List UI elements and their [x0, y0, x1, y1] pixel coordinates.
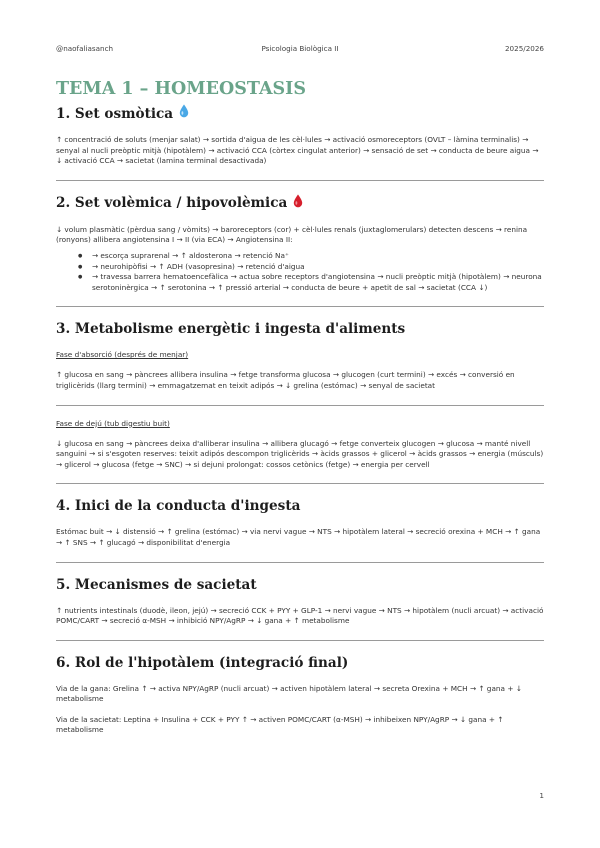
section-2-heading	[56, 194, 544, 213]
divider	[56, 405, 544, 406]
section-6-heading: 6. Rol de l'hipotàlem (integració final)	[56, 654, 349, 671]
absorption-phase-text: ↑ glucosa en sang → pàncrees allibera insulina → fetge transforma glucosa → glucogen (curt termini) → excés → conversió en triglicèrids (llarg termini) → emmagatzemat en teixit adipós → ↓ grelina (estómac) → senyal de sacietat	[56, 370, 515, 390]
document-body	[56, 78, 544, 736]
divider	[56, 180, 544, 181]
section-1-text: ↑ concentració de soluts (menjar salat) → sortida d'aigua de les cèl·lules → activació osmoreceptors (OVLT – làmina terminalis) → senyal al nucli preòptic mitjà (hipotàlem) → activació CCA (còrtex cingulat anterior) → sensació de set → conducta de beure aigua → ↓ activació CCA → sacietat (lamina terminal desactivada)	[56, 135, 539, 166]
list-item: ● → neurohipòfisi → ↑ ADH (vasopresina) → retenció d'aigua	[56, 262, 544, 273]
page-title: TEMA 1 – HOMEOSTASIS	[56, 79, 306, 99]
section-5-heading: 5. Mecanismes de sacietat	[56, 576, 257, 593]
blue-droplet-icon	[179, 104, 189, 123]
divider	[56, 562, 544, 563]
divider	[56, 640, 544, 641]
header-course: Psicologia Biològica II	[261, 44, 339, 53]
section-3-heading: 3. Metabolisme energètic i ingesta d'aliments	[56, 321, 406, 338]
section-4-text: Estómac buit → ↓ distensió → ↑ grelina (estómac) → via nervi vague → NTS → hipotàlem lateral → secreció orexina + MCH → ↑ gana → ↑ SNS → ↑ glucagó → disponibilitat d'energia	[56, 527, 541, 547]
section-1-title: 1. Set osmòtica	[56, 105, 174, 122]
section-1-heading	[56, 104, 544, 123]
list-item: ● → travessa barrera hematoencefàlica → actua sobre receptors d'angiotensina → nucli preòptic mitjà (hipotàlem) → neurona serotoninèrgica → ↑ serotonina → ↑ pressió arterial → conducta de beure + apetit de sal → sacietat (CCA ↓)	[56, 272, 544, 293]
absorption-phase-label: Fase d'absorció (després de menjar)	[56, 350, 189, 360]
section-2-title: 2. Set volèmica / hipovolèmica	[56, 195, 288, 212]
divider	[56, 306, 544, 307]
divider	[56, 483, 544, 484]
fasting-phase-text: ↓ glucosa en sang → pàncrees deixa d'alliberar insulina → allibera glucagó → fetge converteix glucogen → glucosa → manté nivell sanguini → si s'esgoten reserves: teixit adipós descompon triglicèrids → àcids grassos + glicerol → àcids grassos → energia (músculs) → glicerol → glucosa (fetge → SNC) → si dejuni prolongat: cossos cetònics (fetge) → energia per cervell	[56, 438, 544, 469]
header-author: @naofaliasanch	[56, 44, 114, 53]
satiety-pathway-text: Via de la sacietat: Leptina + Insulina + CCK + PYY ↑ → activen POMC/CART (α-MSH) → inhibeixen NPY/AgRP → ↓ gana + ↑ metabolisme	[56, 714, 504, 735]
section-4-heading: 4. Inici de la conducta d'ingesta	[56, 498, 301, 515]
fasting-phase-label: Fase de dejú (tub digestiu buit)	[56, 418, 170, 428]
header-year: 2025/2026	[504, 44, 544, 53]
hunger-pathway-text: Via de la gana: Grelina ↑ → activa NPY/AgRP (nucli arcuat) → activen hipotàlem lateral → secreta Orexina + MCH → ↑ gana + ↓ metabolisme	[56, 683, 522, 704]
list-item: ● → escorça suprarenal → ↑ aldosterona → retenció Na⁺	[56, 251, 544, 262]
page-number: 1	[539, 791, 544, 800]
red-blood-drop-icon	[293, 194, 303, 213]
page-header	[56, 44, 544, 56]
section-2-bullet-list	[56, 251, 544, 293]
section-5-text: ↑ nutrients intestinals (duodè, ileon, jejú) → secreció CCK + PYY + GLP-1 → nervi vague → NTS → hipotàlem (nucli arcuat) → activació POMC/CART → secreció α-MSH → inhibició NPY/AgRP → ↓ gana + ↑ metabolisme	[56, 605, 544, 626]
section-2-text: ↓ volum plasmàtic (pèrdua sang / vòmits) → baroreceptors (cor) + cèl·lules renals (juxtaglomerulars) detecten descens → renina (ronyons) allibera angiotensina I → II (via ECA) → Angiotensina II:	[56, 224, 528, 245]
